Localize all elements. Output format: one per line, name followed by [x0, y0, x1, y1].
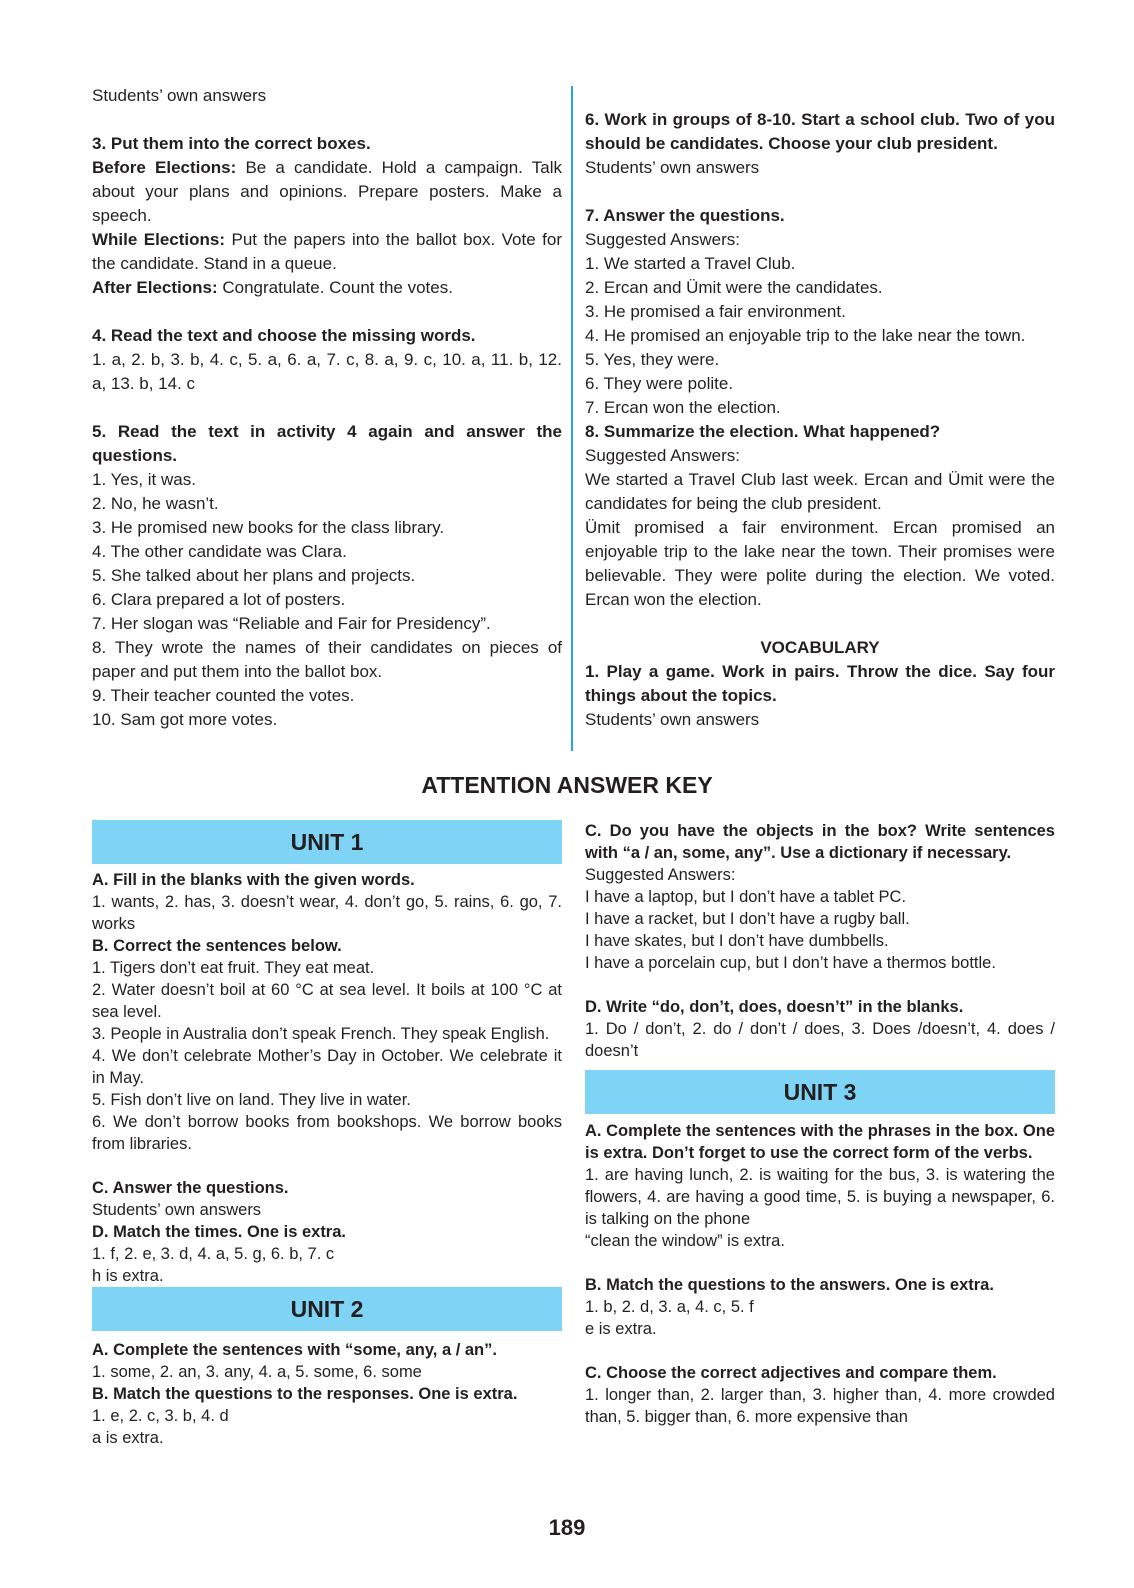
- list-item: 8. They wrote the names of their candidates on pieces of paper and put them into the ballot box.: [92, 638, 562, 681]
- list-item: I have a racket, but I don’t have a rugby ball.: [585, 910, 910, 928]
- list-item: 5. Yes, they were.: [585, 350, 720, 369]
- unit1-b-heading: B. Correct the sentences below.: [92, 937, 342, 955]
- unit2-a-heading: A. Complete the sentences with “some, any, a / an”.: [92, 1341, 497, 1359]
- unit2-a-answer: 1. some, 2. an, 3. any, 4. a, 5. some, 6. some: [92, 1363, 422, 1381]
- unit1-c-answer: Students’ own answers: [92, 1201, 262, 1219]
- ex7-sub: Suggested Answers:: [585, 230, 740, 249]
- list-item: 3. People in Australia don’t speak French. They speak English.: [92, 1025, 550, 1043]
- unit3-a-heading: A. Complete the sentences with the phrases in the box. One is extra. Don’t forget to use the correct form of the verbs.: [585, 1122, 1055, 1162]
- list-item: 1. We started a Travel Club.: [585, 254, 796, 273]
- list-item: 10. Sam got more votes.: [92, 710, 278, 729]
- ex6-heading: 6. Work in groups of 8-10. Start a school club. Two of you should be candidates. Choose your club president.: [585, 110, 1055, 153]
- top-left-column: [92, 84, 562, 732]
- ex7-heading: 7. Answer the questions.: [585, 206, 785, 225]
- unit2-c-sub: Suggested Answers:: [585, 866, 736, 884]
- bottom-left-column: [92, 820, 562, 1449]
- ex6-answer: Students’ own answers: [585, 158, 760, 177]
- list-item: 7. Ercan won the election.: [585, 398, 781, 417]
- answer-key-title: ATTENTION ANSWER KEY: [421, 772, 713, 798]
- unit3-c-heading: C. Choose the correct adjectives and compare them.: [585, 1364, 997, 1382]
- ex8-paragraph: We started a Travel Club last week. Ercan and Ümit were the candidates for being the club president.: [585, 470, 1055, 513]
- unit-2-header: UNIT 2: [92, 1287, 562, 1331]
- top-right-column: [585, 108, 1055, 732]
- unit1-d-answer: 1. f, 2. e, 3. d, 4. a, 5. g, 6. b, 7. c: [92, 1245, 335, 1263]
- unit1-a-answer: 1. wants, 2. has, 3. doesn’t wear, 4. don’t go, 5. rains, 6. go, 7. works: [92, 893, 562, 933]
- unit3-c-answer: 1. longer than, 2. larger than, 3. higher than, 4. more crowded than, 5. bigger than, 6. more expensive than: [585, 1386, 1055, 1426]
- unit3-b-answer: 1. b, 2. d, 3. a, 4. c, 5. f: [585, 1298, 754, 1316]
- ex8-sub: Suggested Answers:: [585, 446, 740, 465]
- unit1-c-heading: C. Answer the questions.: [92, 1179, 289, 1197]
- list-item: 2. No, he wasn’t.: [92, 494, 219, 513]
- ex4-answers: 1. a, 2. b, 3. b, 4. c, 5. a, 6. a, 7. c, 8. a, 9. c, 10. a, 11. b, 12. a, 13. b, 14. c: [92, 350, 562, 393]
- unit3-b-heading: B. Match the questions to the answers. One is extra.: [585, 1276, 994, 1294]
- unit1-d-heading: D. Match the times. One is extra.: [92, 1223, 346, 1241]
- ex3-before: Before Elections: Be a candidate. Hold a campaign. Talk about your plans and opinions. Prepare posters. Make a speech.: [92, 158, 562, 225]
- ex3-while: While Elections: Put the papers into the ballot box. Vote for the candidate. Stand in a queue.: [92, 230, 562, 273]
- ex8-paragraph: Ümit promised a fair environment. Ercan promised an enjoyable trip to the lake near the town. Their promises were believable. They were polite during the election. We voted. Ercan won the election.: [585, 518, 1055, 609]
- list-item: 5. She talked about her plans and projects.: [92, 566, 416, 585]
- vocabulary-title: VOCABULARY: [760, 638, 880, 657]
- list-item: 1. Tigers don’t eat fruit. They eat meat.: [92, 959, 375, 977]
- unit3-a-extra: “clean the window” is extra.: [585, 1232, 785, 1250]
- list-item: 5. Fish don’t live on land. They live in water.: [92, 1091, 411, 1109]
- ex3-after: After Elections: Congratulate. Count the votes.: [92, 278, 453, 297]
- ex5-heading: 5. Read the text in activity 4 again and answer the questions.: [92, 422, 562, 465]
- unit3-b-extra: e is extra.: [585, 1320, 657, 1338]
- unit1-d-extra: h is extra.: [92, 1267, 164, 1285]
- list-item: 9. Their teacher counted the votes.: [92, 686, 355, 705]
- list-item: 2. Water doesn’t boil at 60 °C at sea level. It boils at 100 °C at sea level.: [92, 981, 562, 1021]
- list-item: 3. He promised new books for the class library.: [92, 518, 445, 537]
- list-item: I have a porcelain cup, but I don’t have a thermos bottle.: [585, 954, 996, 972]
- list-item: 6. They were polite.: [585, 374, 734, 393]
- unit2-b-heading: B. Match the questions to the responses. One is extra.: [92, 1385, 518, 1403]
- list-item: 6. Clara prepared a lot of posters.: [92, 590, 346, 609]
- ex4-heading: 4. Read the text and choose the missing words.: [92, 326, 476, 345]
- vocabulary-answer: Students’ own answers: [585, 710, 760, 729]
- unit2-d-heading: D. Write “do, don’t, does, doesn’t” in the blanks.: [585, 998, 964, 1016]
- bottom-right-column: [585, 820, 1055, 1428]
- list-item: 6. We don’t borrow books from bookshops. We borrow books from libraries.: [92, 1113, 562, 1153]
- list-item: 2. Ercan and Ümit were the candidates.: [585, 278, 883, 297]
- list-item: I have a laptop, but I don’t have a tablet PC.: [585, 888, 907, 906]
- ex8-heading: 8. Summarize the election. What happened?: [585, 422, 941, 441]
- page-number: 189: [548, 1515, 586, 1540]
- vocabulary-heading: 1. Play a game. Work in pairs. Throw the dice. Say four things about the topics.: [585, 662, 1055, 705]
- unit2-d-answer: 1. Do / don’t, 2. do / don’t / does, 3. Does /doesn’t, 4. does / doesn’t: [585, 1020, 1055, 1060]
- list-item: 3. He promised a fair environment.: [585, 302, 846, 321]
- unit-1-header: UNIT 1: [92, 820, 562, 864]
- intro-answer: Students’ own answers: [92, 86, 267, 105]
- unit3-a-answer: 1. are having lunch, 2. is waiting for the bus, 3. is watering the flowers, 4. are having a good time, 5. is buying a newspaper, 6. is talking on the phone: [585, 1166, 1055, 1228]
- list-item: 4. He promised an enjoyable trip to the lake near the town.: [585, 326, 1026, 345]
- list-item: I have skates, but I don’t have dumbbells.: [585, 932, 889, 950]
- list-item: 4. We don’t celebrate Mother’s Day in October. We celebrate it in May.: [92, 1047, 562, 1087]
- list-item: 4. The other candidate was Clara.: [92, 542, 347, 561]
- unit1-a-heading: A. Fill in the blanks with the given words.: [92, 871, 415, 889]
- column-divider: [571, 86, 573, 751]
- unit2-b-extra: a is extra.: [92, 1429, 164, 1447]
- list-item: 7. Her slogan was “Reliable and Fair for Presidency”.: [92, 614, 491, 633]
- unit-3-header: UNIT 3: [585, 1070, 1055, 1114]
- unit2-b-answer: 1. e, 2. c, 3. b, 4. d: [92, 1407, 229, 1425]
- unit2-c-heading: C. Do you have the objects in the box? Write sentences with “a / an, some, any”. Use a dictionary if necessary.: [585, 822, 1055, 862]
- ex3-heading: 3. Put them into the correct boxes.: [92, 134, 371, 153]
- list-item: 1. Yes, it was.: [92, 470, 196, 489]
